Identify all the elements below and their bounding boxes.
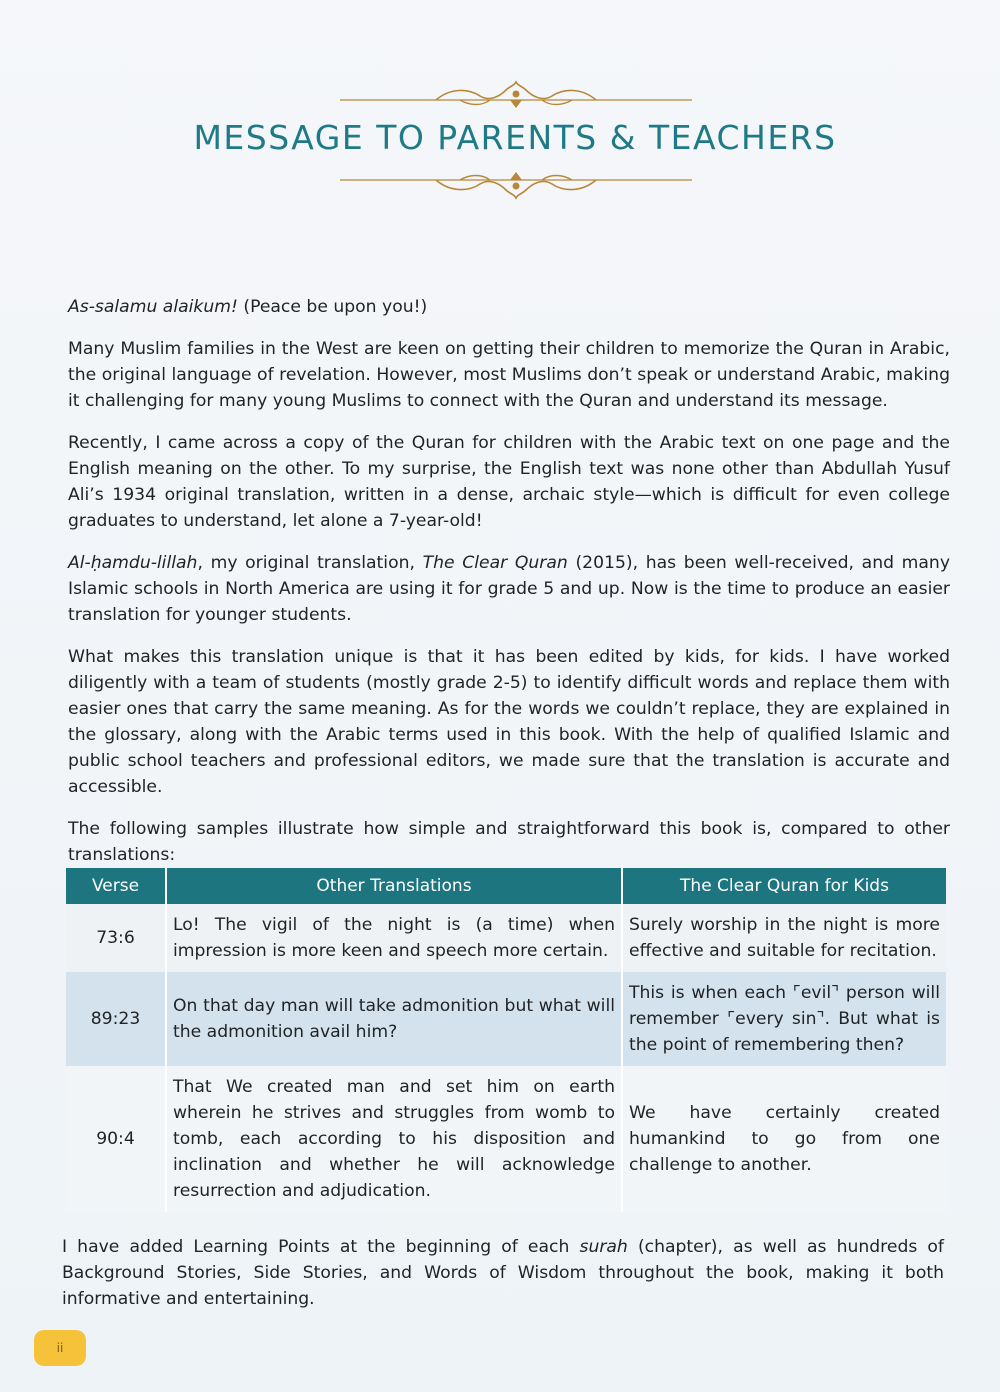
clear-quran-cell: Surely worship in the night is more effective and suitable for recitation. (622, 904, 946, 972)
surah-term: surah (579, 1237, 628, 1257)
alhamdulillah-text: Al-ḥamdu-lillah (68, 553, 198, 573)
header-other-translations: Other Translations (166, 868, 622, 904)
paragraph-1: Many Muslim families in the West are keen on getting their children to memorize the Quran in Arabic, the original language of revelation. However, most Muslims don’t speak or understand Arabic, making it challenging for many young Muslims to connect with the Quran and understand its message. (68, 339, 950, 411)
header-clear-quran-kids: The Clear Quran for Kids (622, 868, 946, 904)
bottom-ornament-icon (340, 162, 692, 202)
other-translation-cell: Lo! The vigil of the night is (a time) when impression is more keen and speech more certain. (166, 904, 622, 972)
clear-quran-cell: We have certainly created humankind to go from one challenge to another. (622, 1066, 946, 1212)
paragraph-4: What makes this translation unique is that it has been edited by kids, for kids. I have worked diligently with a team of students (mostly grade 2-5) to identify difficult words and replace them with easier ones that carry the same meaning. As for the words we couldn’t replace, they are explained in the glossary, along with the Arabic terms used in this book. With the help of qualified Islamic and public school teachers and professional editors, we made sure that the translation is accurate and accessible. (68, 647, 950, 797)
other-translation-cell: On that day man will take admonition but what will the admonition avail him? (166, 972, 622, 1066)
header-verse: Verse (66, 868, 166, 904)
table-row (66, 904, 946, 972)
paragraph-3-text-a: , my original translation, (197, 553, 423, 573)
closing-text-a: I have added Learning Points at the beginning of each (62, 1237, 580, 1257)
paragraph-2: Recently, I came across a copy of the Quran for children with the Arabic text on one page and the English meaning on the other. To my surprise, the English text was none other than Abdullah Yusuf Ali’s 1934 original translation, written in a dense, archaic style—which is difficult for even college graduates to understand, let alone a 7-year-old! (68, 433, 950, 531)
paragraph-3-text-b: (2015), has been well-received, and many Islamic schools in North America are using it for grade 5 and up. Now is the time to produce an easier translation for younger students. (68, 553, 950, 625)
paragraph-5: The following samples illustrate how simple and straightforward this book is, compared to other translations: (68, 819, 950, 865)
table-header-row (66, 868, 946, 904)
page-title: MESSAGE TO PARENTS & TEACHERS (193, 118, 837, 157)
greeting (68, 294, 950, 320)
table-row (66, 1066, 946, 1212)
other-translation-cell: That We created man and set him on earth wherein he strives and struggles from womb to tomb, each according to his disposition and inclination and whether he will acknowledge resurrection and adjudication. (166, 1066, 622, 1212)
closing-text-b: (chapter), as well as hundreds of Background Stories, Side Stories, and Words of Wisdom throughout the book, making it both informative and entertaining. (62, 1237, 944, 1309)
book-title-text: The Clear Quran (422, 553, 568, 573)
verse-cell: 89:23 (66, 972, 166, 1066)
message-body (68, 294, 950, 884)
clear-quran-cell: This is when each ⌜evil⌝ person will remember ⌜every sin⌝. But what is the point of remembering then? (622, 972, 946, 1066)
table-row (66, 972, 946, 1066)
greeting-translation: (Peace be upon you!) (237, 297, 428, 317)
paragraph-3 (68, 550, 950, 628)
top-ornament-icon (340, 78, 692, 118)
verse-cell: 73:6 (66, 904, 166, 972)
page-number-badge: ii (34, 1330, 86, 1366)
closing-paragraph (62, 1234, 944, 1312)
verse-cell: 90:4 (66, 1066, 166, 1212)
comparison-table (66, 868, 946, 1212)
greeting-arabic: As-salamu alaikum! (68, 297, 238, 317)
